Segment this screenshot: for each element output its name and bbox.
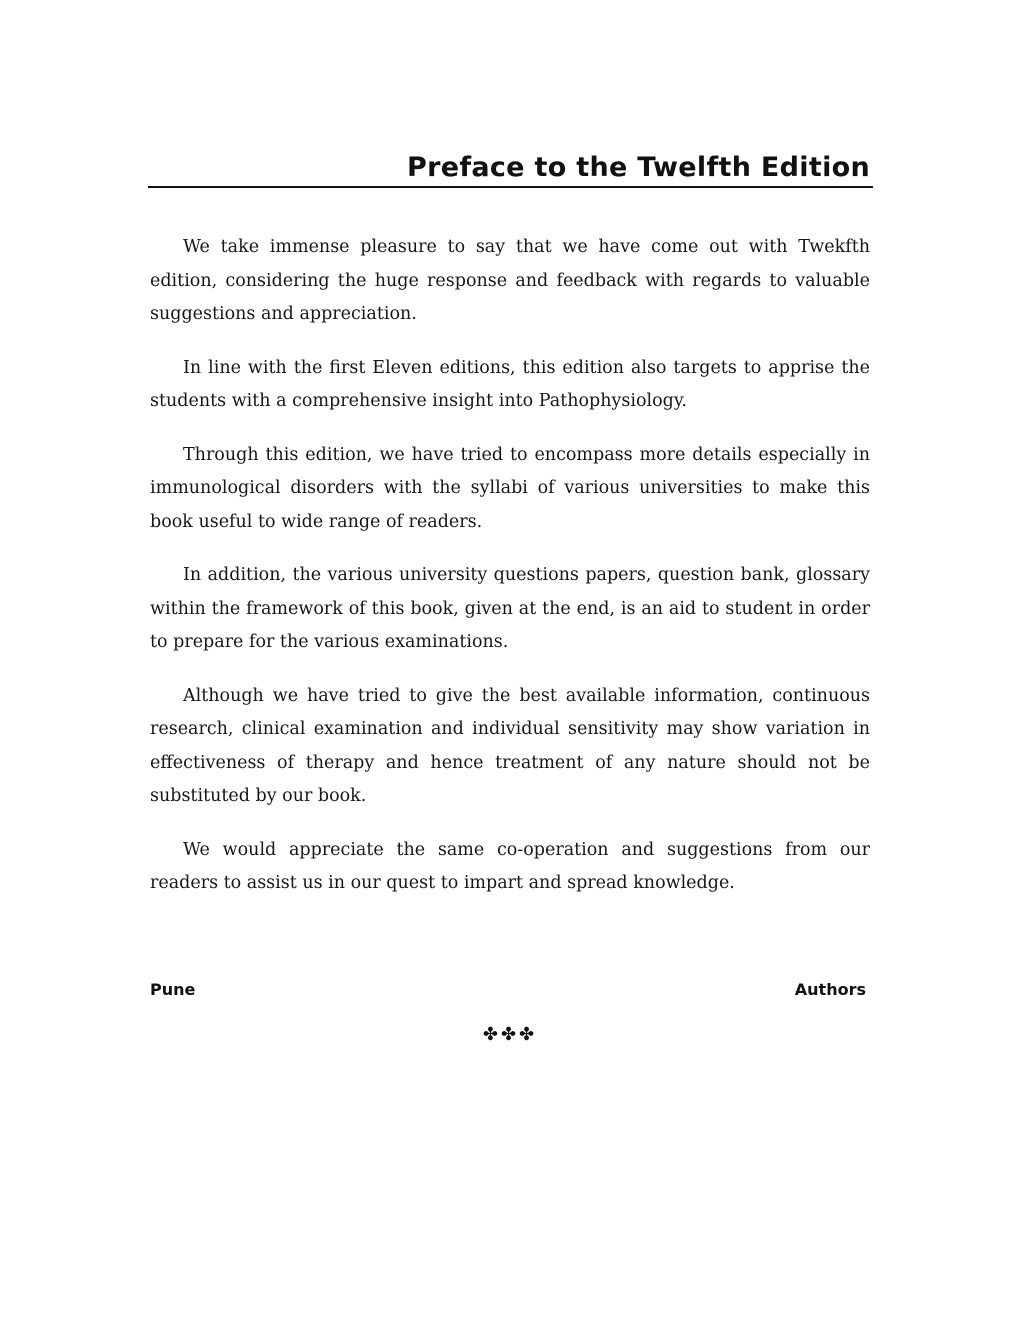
paragraph: We take immense pleasure to say that we have come out with Twekfth edition, considering the huge response and feedback with regards to valuable suggestions and appreciation.	[150, 237, 870, 324]
preface-body	[150, 231, 870, 921]
place-label: Pune	[150, 980, 196, 999]
signature-row	[150, 978, 866, 1002]
page-title: Preface to the Twelfth Edition	[407, 152, 870, 183]
end-ornament-icon: ✤✤✤	[482, 1024, 538, 1045]
paragraph: In line with the first Eleven editions, this edition also targets to apprise the students with a comprehensive insight into Pathophysiology.	[150, 357, 870, 411]
paragraph: Although we have tried to give the best available information, continuous research, clinical examination and individual sensitivity may show variation in effectiveness of therapy and hence treatment of any nature should not be substituted by our book.	[150, 685, 870, 806]
authors-label: Authors	[794, 980, 866, 999]
paragraph: Through this edition, we have tried to encompass more details especially in immunological disorders with the syllabi of various universities to make this book useful to wide range of readers.	[150, 444, 870, 532]
paragraph: In addition, the various university questions papers, question bank, glossary within the framework of this book, given at the end, is an aid to student in order to prepare for the various examinations.	[150, 565, 870, 652]
title-underline	[148, 186, 873, 188]
paragraph: We would appreciate the same co-operation and suggestions from our readers to assist us in our quest to impart and spread knowledge.	[150, 839, 870, 893]
